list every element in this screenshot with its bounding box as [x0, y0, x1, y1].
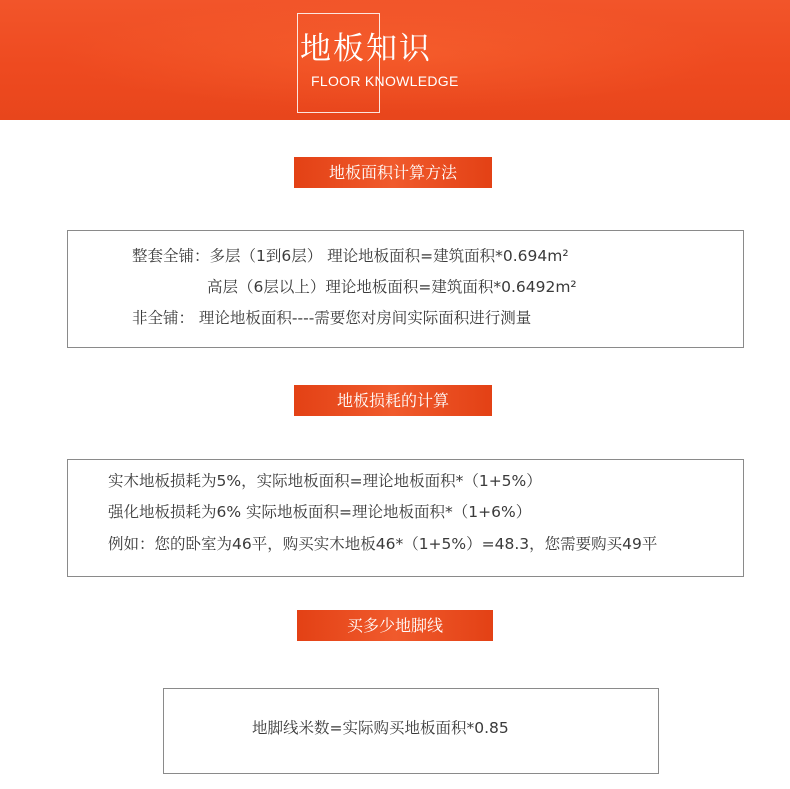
banner-title: 地板知识 [300, 31, 432, 67]
section-heading-area-calculation: 地板面积计算方法 [294, 157, 492, 188]
header-banner [0, 0, 790, 120]
full-cover-multistorey-line: 整套全铺：多层（1到6层） 理论地板面积=建筑面积*0.694m² [132, 247, 569, 265]
partial-cover-line: 非全铺： 理论地板面积----需要您对房间实际面积进行测量 [132, 309, 532, 327]
section-heading-loss-calculation: 地板损耗的计算 [294, 385, 492, 416]
example-line: 例如：您的卧室为46平，购买实木地板46*（1+5%）=48.3，您需要购买49平 [108, 535, 658, 553]
skirting-panel [163, 688, 659, 774]
section-heading-skirting: 买多少地脚线 [297, 610, 493, 641]
laminate-loss-line: 强化地板损耗为6% 实际地板面积=理论地板面积*（1+6%） [108, 503, 532, 521]
loss-calculation-panel [67, 459, 744, 577]
solid-wood-loss-line: 实木地板损耗为5%，实际地板面积=理论地板面积*（1+5%） [108, 472, 542, 490]
skirting-formula-line: 地脚线米数=实际购买地板面积*0.85 [252, 719, 509, 737]
area-calculation-panel [67, 230, 744, 348]
banner-subtitle: FLOOR KNOWLEDGE [311, 73, 459, 89]
full-cover-highrise-line: 高层（6层以上）理论地板面积=建筑面积*0.6492m² [207, 278, 577, 296]
